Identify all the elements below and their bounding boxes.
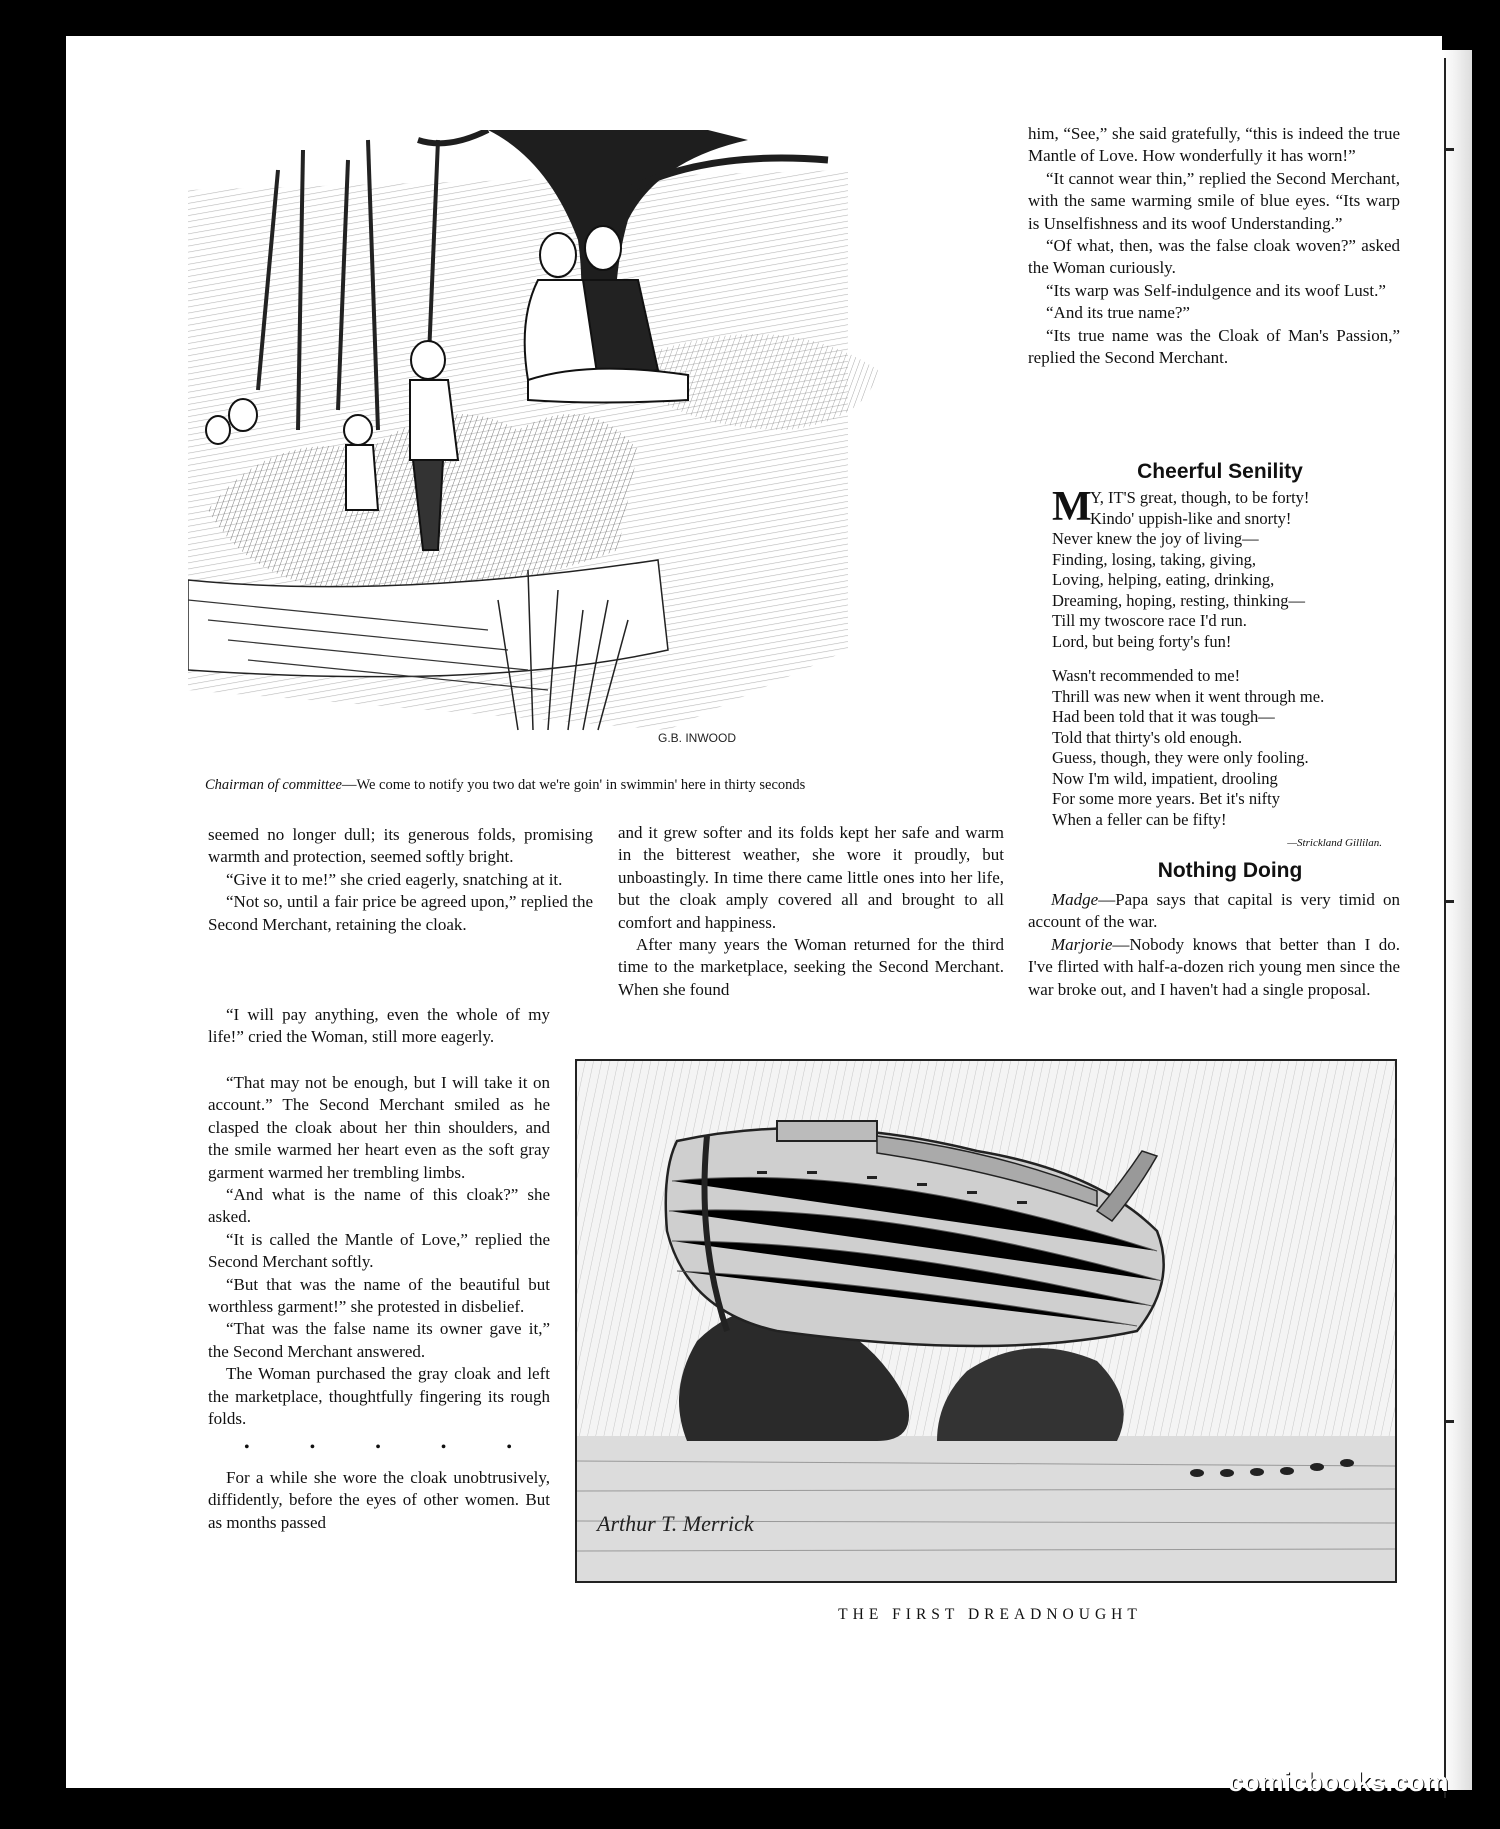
swimming-hole-illustration bbox=[188, 130, 1018, 748]
story-column-1-cont bbox=[208, 1004, 550, 1049]
poem-line: Never knew the joy of living— bbox=[1052, 529, 1259, 548]
poem-line: Had been told that it was tough— bbox=[1052, 707, 1275, 726]
story-paragraph: and it grew softer and its folds kept her safe and warm in the bitterest weather, she wore it proudly, but unboastingly. In time there came little ones into her life, but the cloak amply covered all and brought to all comfort and happiness. bbox=[618, 823, 1004, 932]
story-paragraph: After many years the Woman returned for the third time to the marketplace, seeking the Second Merchant. When she found bbox=[618, 935, 1004, 999]
speaker-name: Marjorie bbox=[1051, 934, 1113, 954]
site-watermark: comicbooks.com bbox=[1228, 1767, 1449, 1797]
story-paragraph: “Its warp was Self-indulgence and its woof Lust.” bbox=[1046, 280, 1386, 300]
dialogue-line bbox=[1028, 889, 1400, 934]
dialogue-line bbox=[1028, 934, 1400, 1001]
poem-line: Finding, losing, taking, giving, bbox=[1052, 549, 1256, 569]
caption-speaker: Chairman of committee bbox=[205, 777, 342, 793]
section-separator: • • • • • bbox=[243, 1438, 540, 1456]
page-spine bbox=[1442, 50, 1472, 1790]
poem-line: Y, IT'S great, though, to be forty! bbox=[1090, 488, 1310, 507]
story-paragraph: “And its true name?” bbox=[1046, 303, 1190, 323]
story-paragraph: him, “See,” she said gratefully, “this is indeed the true Mantle of Love. How wonderfully it has worn!” bbox=[1028, 124, 1400, 166]
story-paragraph: “It cannot wear thin,” replied the Second Merchant, with the same warming smile of blue eyes. “Its warp is Unselfishness and its woof Understanding.” bbox=[1028, 168, 1400, 233]
poem-line: Dreaming, hoping, resting, thinking— bbox=[1052, 590, 1305, 610]
spine-mark bbox=[1446, 900, 1454, 903]
dialogue-text: —Nobody knows that better than I do. I've flirted with half-a-dozen rich young men since the war broke out, and I haven't had a single proposal. bbox=[1028, 934, 1400, 999]
drop-cap: M bbox=[1052, 484, 1092, 530]
ark-illustration bbox=[575, 1059, 1397, 1583]
spine-edge bbox=[1444, 58, 1446, 1798]
ark-artist-signature: Arthur T. Merrick bbox=[597, 1511, 754, 1536]
poem-line: Kindo' uppish-like and snorty! bbox=[1090, 508, 1292, 528]
story-paragraph: “And what is the name of this cloak?” she asked. bbox=[208, 1185, 550, 1227]
poem-author: —Strickland Gillilan. bbox=[1287, 837, 1382, 849]
illustration-caption bbox=[205, 777, 1025, 794]
poem-line: Lord, but being forty's fun! bbox=[1052, 631, 1232, 651]
artist-signature: G.B. INWOOD bbox=[658, 731, 736, 745]
poem-line: Guess, though, they were only fooling. bbox=[1052, 748, 1309, 767]
story-paragraph: seemed no longer dull; its generous folds, promising warmth and protection, seemed softly bright. bbox=[208, 825, 593, 867]
story-column-1 bbox=[208, 824, 593, 936]
nothing-doing-text bbox=[1028, 889, 1400, 1001]
caption-text: —We come to notify you two dat we're goin' in swimmin' here in thirty seconds bbox=[341, 777, 806, 793]
poem-first-lines bbox=[1052, 484, 1402, 530]
story-column-3 bbox=[1028, 123, 1400, 369]
poem-line: Now I'm wild, impatient, drooling bbox=[1052, 768, 1278, 788]
section-title-nothing-doing: Nothing Doing bbox=[1157, 859, 1303, 882]
story-paragraph: For a while she wore the cloak unobtrusively, diffidently, before the eyes of other women. But as months passed bbox=[208, 1467, 550, 1532]
poem-line: For some more years. Bet it's nifty bbox=[1052, 789, 1280, 808]
story-paragraph: “That may not be enough, but I will take it on account.” The Second Merchant smiled as he clasped the cloak about her thin shoulders, and the smile warmed her heart even as the soft gray garment warmed her trembling limbs. bbox=[208, 1073, 550, 1182]
poem-line: Till my twoscore race I'd run. bbox=[1052, 611, 1247, 630]
stanza-gap bbox=[1052, 652, 1402, 666]
spine-mark bbox=[1446, 148, 1454, 151]
story-paragraph: “I will pay anything, even the whole of my life!” cried the Woman, still more eagerly. bbox=[208, 1005, 550, 1047]
speaker-name: Madge bbox=[1051, 890, 1099, 909]
story-paragraph: “Give it to me!” she cried eagerly, snatching at it. bbox=[226, 869, 563, 889]
story-column-2 bbox=[618, 822, 1004, 1001]
poem-line: Told that thirty's old enough. bbox=[1052, 727, 1243, 747]
spine-mark bbox=[1446, 1420, 1454, 1423]
story-paragraph: “That was the false name its owner gave it,” the Second Merchant answered. bbox=[208, 1319, 550, 1361]
dialogue-text: —Papa says that capital is very timid on account of the war. bbox=[1028, 890, 1400, 932]
story-paragraph: “Of what, then, was the false cloak woven?” asked the Woman curiously. bbox=[1028, 236, 1400, 278]
story-paragraph: “Its true name was the Cloak of Man's Passion,” replied the Second Merchant. bbox=[1028, 325, 1400, 368]
poem-title: Cheerful Senility bbox=[1137, 460, 1303, 483]
poem-line: Loving, helping, eating, drinking, bbox=[1052, 570, 1275, 589]
poem-line: When a feller can be fifty! bbox=[1052, 809, 1227, 829]
story-paragraph: The Woman purchased the gray cloak and left the marketplace, thoughtfully fingering its rough folds. bbox=[208, 1364, 550, 1429]
poem bbox=[1052, 484, 1402, 854]
story-paragraph: “Not so, until a fair price be agreed upon,” replied the Second Merchant, retaining the cloak. bbox=[208, 892, 593, 934]
story-paragraph: “It is called the Mantle of Love,” replied the Second Merchant softly. bbox=[208, 1229, 550, 1272]
story-paragraph: “But that was the name of the beautiful but worthless garment!” she protested in disbelief. bbox=[208, 1274, 550, 1317]
story-column-1-narrow bbox=[208, 1072, 550, 1534]
ark-caption: THE FIRST DREADNOUGHT bbox=[838, 1606, 1142, 1623]
poem-line: Thrill was new when it went through me. bbox=[1052, 686, 1325, 706]
poem-line: Wasn't recommended to me! bbox=[1052, 666, 1241, 685]
